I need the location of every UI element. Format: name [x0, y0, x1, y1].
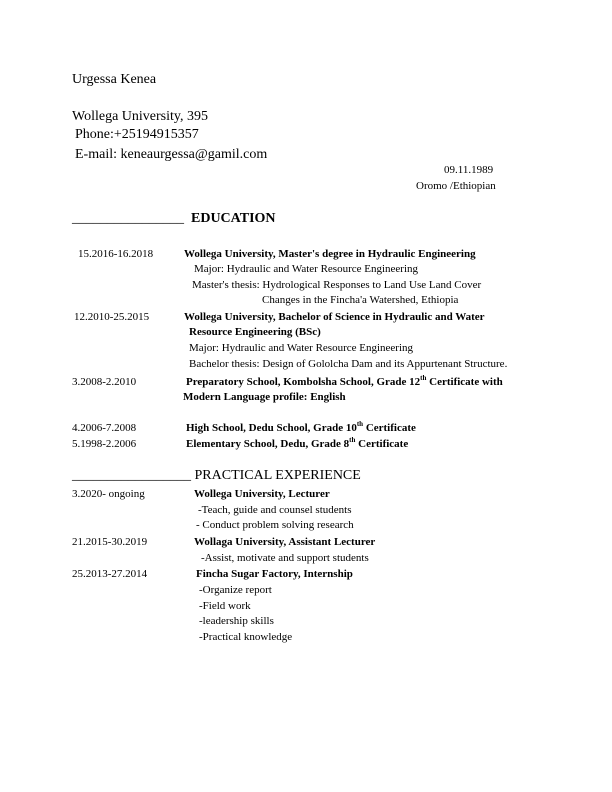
exp-duty: -leadership skills	[199, 615, 274, 627]
edu-title-cont: Resource Engineering (BSc)	[189, 326, 321, 338]
edu-date: 12.2010-25.2015	[74, 311, 150, 323]
exp-date: 25.2013-27.2014	[72, 568, 148, 580]
edu-thesis: Bachelor thesis: Design of Gololcha Dam and its Appurtenant Structure.	[189, 358, 508, 370]
exp-date: 21.2015-30.2019	[72, 536, 148, 548]
edu-thesis-cont: Changes in the Fincha'a Watershed, Ethiopia	[262, 294, 459, 306]
edu-date: 4.2006-7.2008	[72, 422, 137, 434]
nationality: Oromo /Ethiopian	[416, 180, 496, 192]
phone-line: Phone:+25194915357	[75, 127, 199, 142]
exp-duty: -Assist, motivate and support students	[201, 552, 369, 564]
edu-title: Elementary School, Dedu, Grade 8th Certificate	[186, 436, 409, 450]
edu-major: Major: Hydraulic and Water Resource Engineering	[194, 263, 419, 275]
edu-title: High School, Dedu School, Grade 10th Certificate	[186, 420, 416, 434]
edu-title: Preparatory School, Kombolsha School, Grade 12th Certificate with	[186, 374, 503, 388]
heading-rule: ________________	[72, 211, 184, 226]
exp-duty: -Practical knowledge	[199, 631, 293, 643]
heading-rule: _________________	[72, 468, 191, 483]
edu-date: 15.2016-16.2018	[78, 248, 154, 260]
edu-title: Wollega University, Bachelor of Science in Hydraulic and Water	[184, 311, 485, 323]
birth-date: 09.11.1989	[444, 164, 494, 176]
exp-duty: - Conduct problem solving research	[196, 519, 354, 531]
edu-title: Wollega University, Master's degree in Hydraulic Engineering	[184, 248, 476, 260]
email-line: E-mail: keneaurgessa@gamil.com	[75, 147, 268, 162]
exp-title: Fincha Sugar Factory, Internship	[196, 568, 353, 580]
exp-duty: -Teach, guide and counsel students	[198, 504, 352, 516]
exp-duty: -Organize report	[199, 584, 272, 596]
exp-date: 3.2020- ongoing	[72, 488, 145, 500]
address-line: Wollega University, 395	[72, 109, 208, 124]
exp-duty: -Field work	[199, 600, 251, 612]
edu-thesis: Master's thesis: Hydrological Responses to Land Use Land Cover	[192, 279, 482, 291]
education-heading	[72, 212, 276, 226]
edu-date: 5.1998-2.2006	[72, 438, 137, 450]
candidate-name: Urgessa Kenea	[72, 72, 157, 87]
exp-title: Wollega University, Lecturer	[194, 488, 330, 500]
exp-title: Wollaga University, Assistant Lecturer	[194, 536, 376, 548]
edu-date: 3.2008-2.2010	[72, 376, 137, 388]
experience-heading	[72, 469, 361, 483]
education-title: EDUCATION	[191, 211, 276, 226]
edu-major: Major: Hydraulic and Water Resource Engineering	[189, 342, 414, 354]
edu-title-cont: Modern Language profile: English	[183, 391, 346, 403]
experience-title: PRACTICAL EXPERIENCE	[194, 468, 361, 483]
